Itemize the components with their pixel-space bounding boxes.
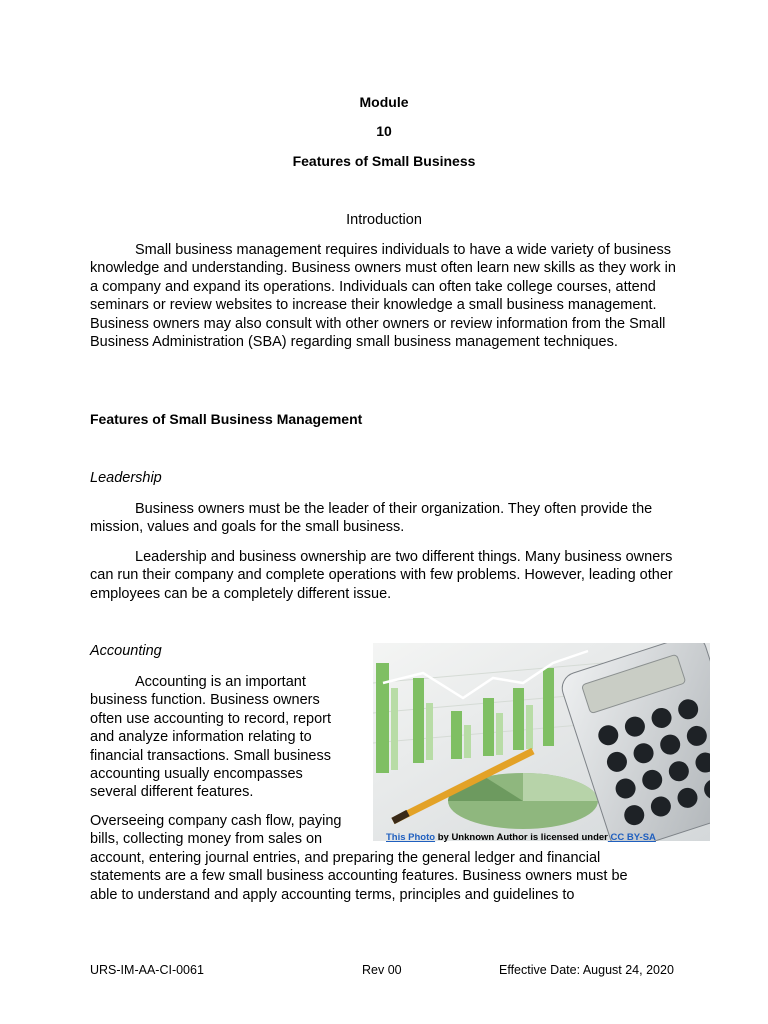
photo-caption-text: by Unknown Author is licensed under — [435, 832, 608, 843]
accounting-paragraph-2-start: Overseeing company cash flow, paying bills, collecting money from sales on — [90, 813, 342, 848]
accounting-photo — [373, 643, 710, 841]
footer-document-code: URS-IM-AA-CI-0061 — [90, 963, 204, 977]
license-link[interactable]: CC BY-SA — [607, 832, 656, 843]
page-title: Features of Small Business — [292, 153, 476, 169]
leadership-heading: Leadership — [90, 470, 162, 486]
footer-effective-date: Effective Date: August 24, 2020 — [499, 963, 674, 977]
module-number: 10 — [376, 123, 392, 139]
accounting-photo-illustration — [373, 643, 710, 841]
footer-revision: Rev 00 — [362, 963, 402, 977]
module-label: Module — [359, 94, 409, 110]
features-heading: Features of Small Business Management — [90, 411, 363, 427]
accounting-paragraph-1: Accounting is an important business function. Business owners often use accounting to record, report and analyze information relating to financial transactions. Small business accounting usually encompasses several different features. — [90, 674, 332, 801]
leadership-paragraph-1: Business owners must be the leader of their organization. They often provide the mission, values and goals for the small business. — [90, 501, 653, 536]
photo-caption — [386, 832, 716, 843]
intro-paragraph: Small business management requires individuals to have a wide variety of business knowledge and understanding. Business owners must often learn new skills as they work in a company and expand its operations. Individuals can often take college courses, attend seminars or review websites to increase their knowledge a small business management. Business owners may also consult with other owners or review information from the Small Business Administration (SBA) regarding small business management techniques. — [90, 242, 676, 351]
photo-link[interactable]: This Photo — [386, 832, 436, 843]
intro-heading: Introduction — [346, 212, 422, 228]
leadership-paragraph-2: Leadership and business ownership are two different things. Many business owners can run their company and complete operations with few problems. However, leading other employees can be a completely different issue. — [90, 549, 673, 602]
accounting-paragraph-2-rest: account, entering journal entries, and preparing the general ledger and financial statements are a few small business accounting features. Business owners must be able to understand and apply accounting terms, principles and guidelines to — [90, 850, 628, 903]
accounting-heading: Accounting — [90, 643, 162, 659]
